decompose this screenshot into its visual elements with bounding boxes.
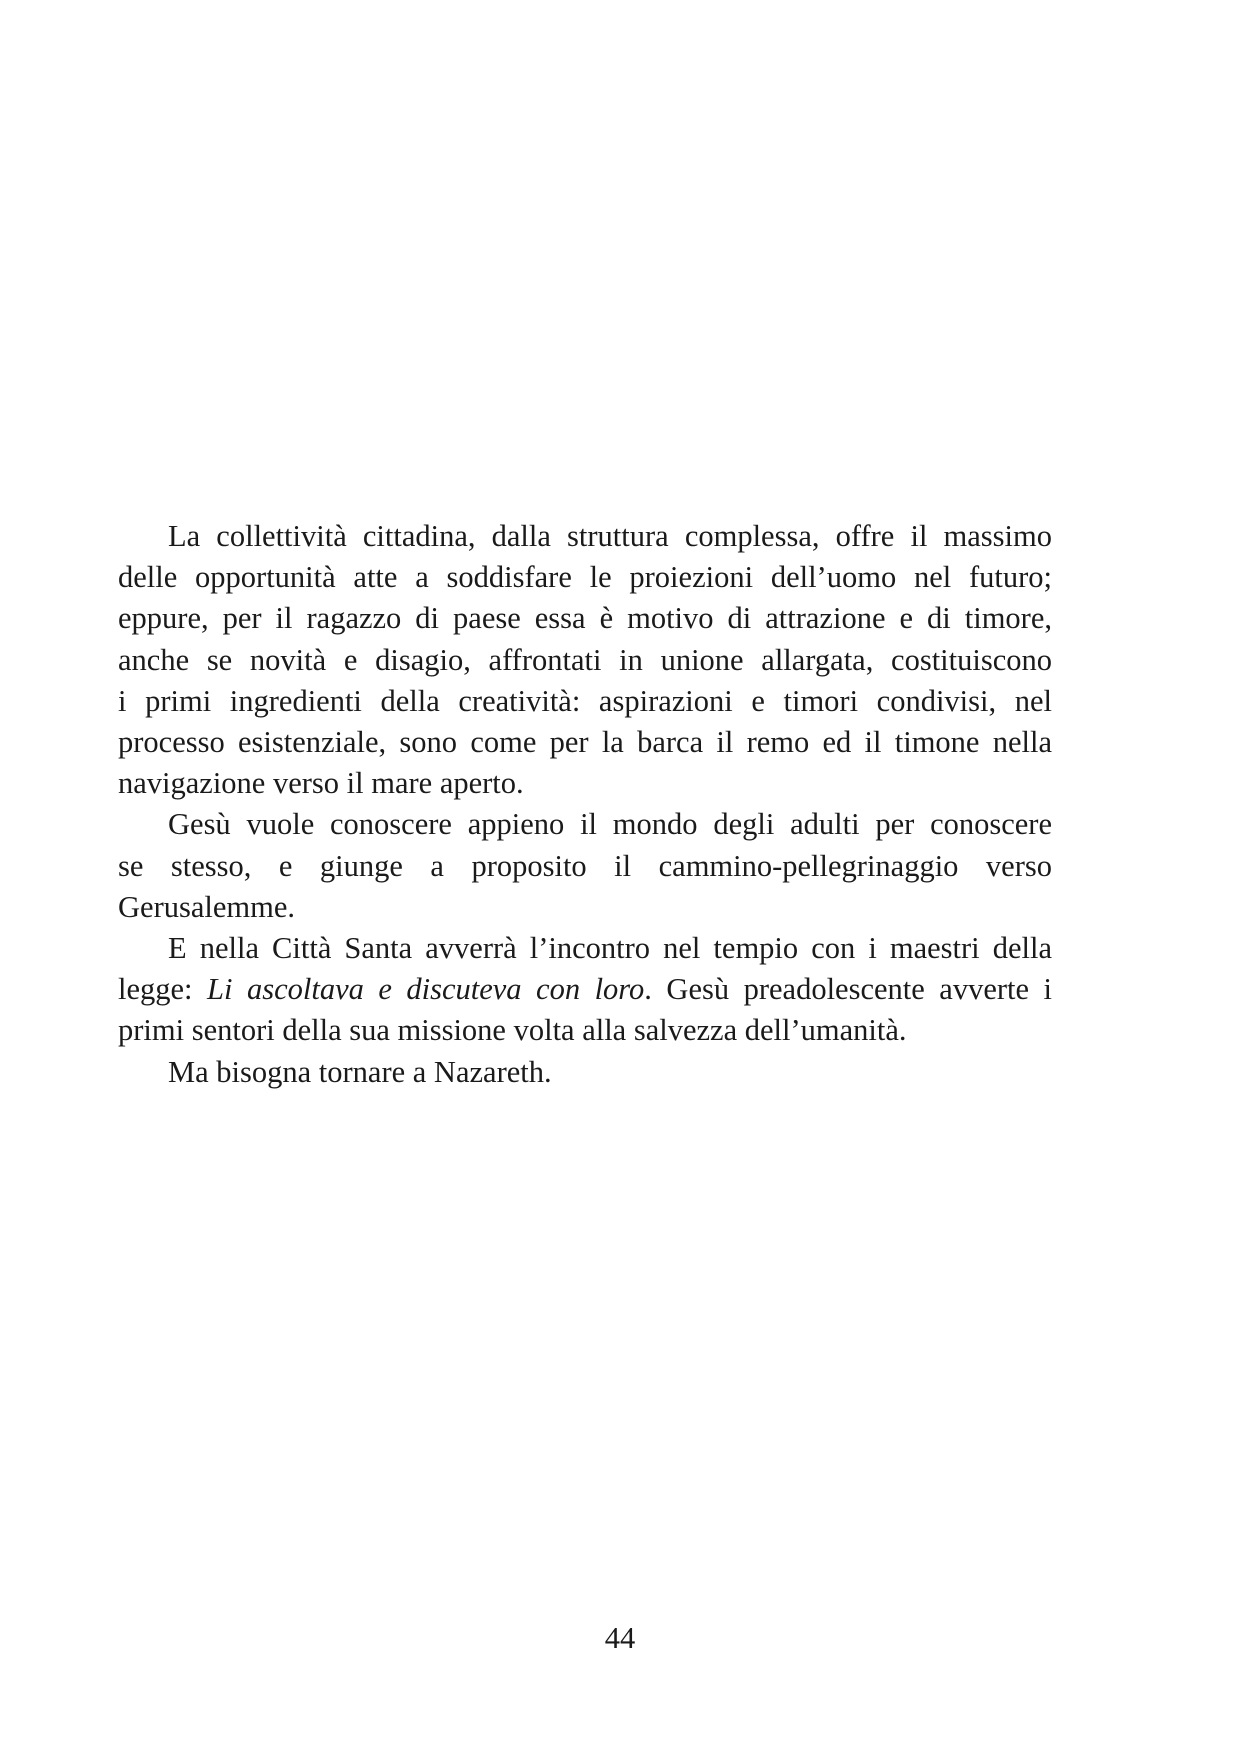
text-line: delle opportunità atte a soddisfare le proiezioni dell’uomo nel futuro; — [118, 560, 1052, 595]
text-line: se stesso, e giunge a proposito il cammino-pellegrinaggio verso — [118, 848, 1052, 883]
text-line: E nella Città Santa avverrà l’incontro nel tempio con i maestri della — [168, 931, 1052, 966]
text-segment: . Gesù preadolescente avverte i — [644, 972, 1052, 1007]
text-line: eppure, per il ragazzo di paese essa è motivo di attrazione e di timore, — [118, 601, 1052, 636]
text-line: Gerusalemme. — [118, 889, 295, 924]
text-line: anche se novità e disagio, affrontati in unione allargata, costituiscono — [118, 642, 1052, 677]
paragraph-2 — [118, 804, 1052, 928]
text-line: primi sentori della sua missione volta alla salvezza dell’umanità. — [118, 1013, 907, 1048]
text-line: Ma bisogna tornare a Nazareth. — [168, 1054, 552, 1089]
page-number: 44 — [604, 1621, 636, 1655]
paragraph-3 — [118, 928, 1052, 1052]
paragraph-1 — [118, 516, 1052, 804]
text-line: La collettività cittadina, dalla struttura complessa, offre il massimo — [168, 519, 1052, 553]
scripture-quote: Li ascoltava e discuteva con loro — [207, 972, 645, 1007]
paragraph-4 — [118, 1052, 1052, 1093]
text-line: processo esistenziale, sono come per la barca il remo ed il timone nella — [118, 725, 1052, 760]
text-segment: legge: — [118, 972, 208, 1007]
text-line-with-quote — [118, 969, 1052, 1010]
text-line: navigazione verso il mare aperto. — [118, 766, 524, 801]
text-line: i primi ingredienti della creatività: aspirazioni e timori condivisi, nel — [118, 683, 1052, 718]
text-line: Gesù vuole conoscere appieno il mondo degli adulti per conoscere — [168, 807, 1052, 842]
body-text — [118, 516, 1052, 1093]
